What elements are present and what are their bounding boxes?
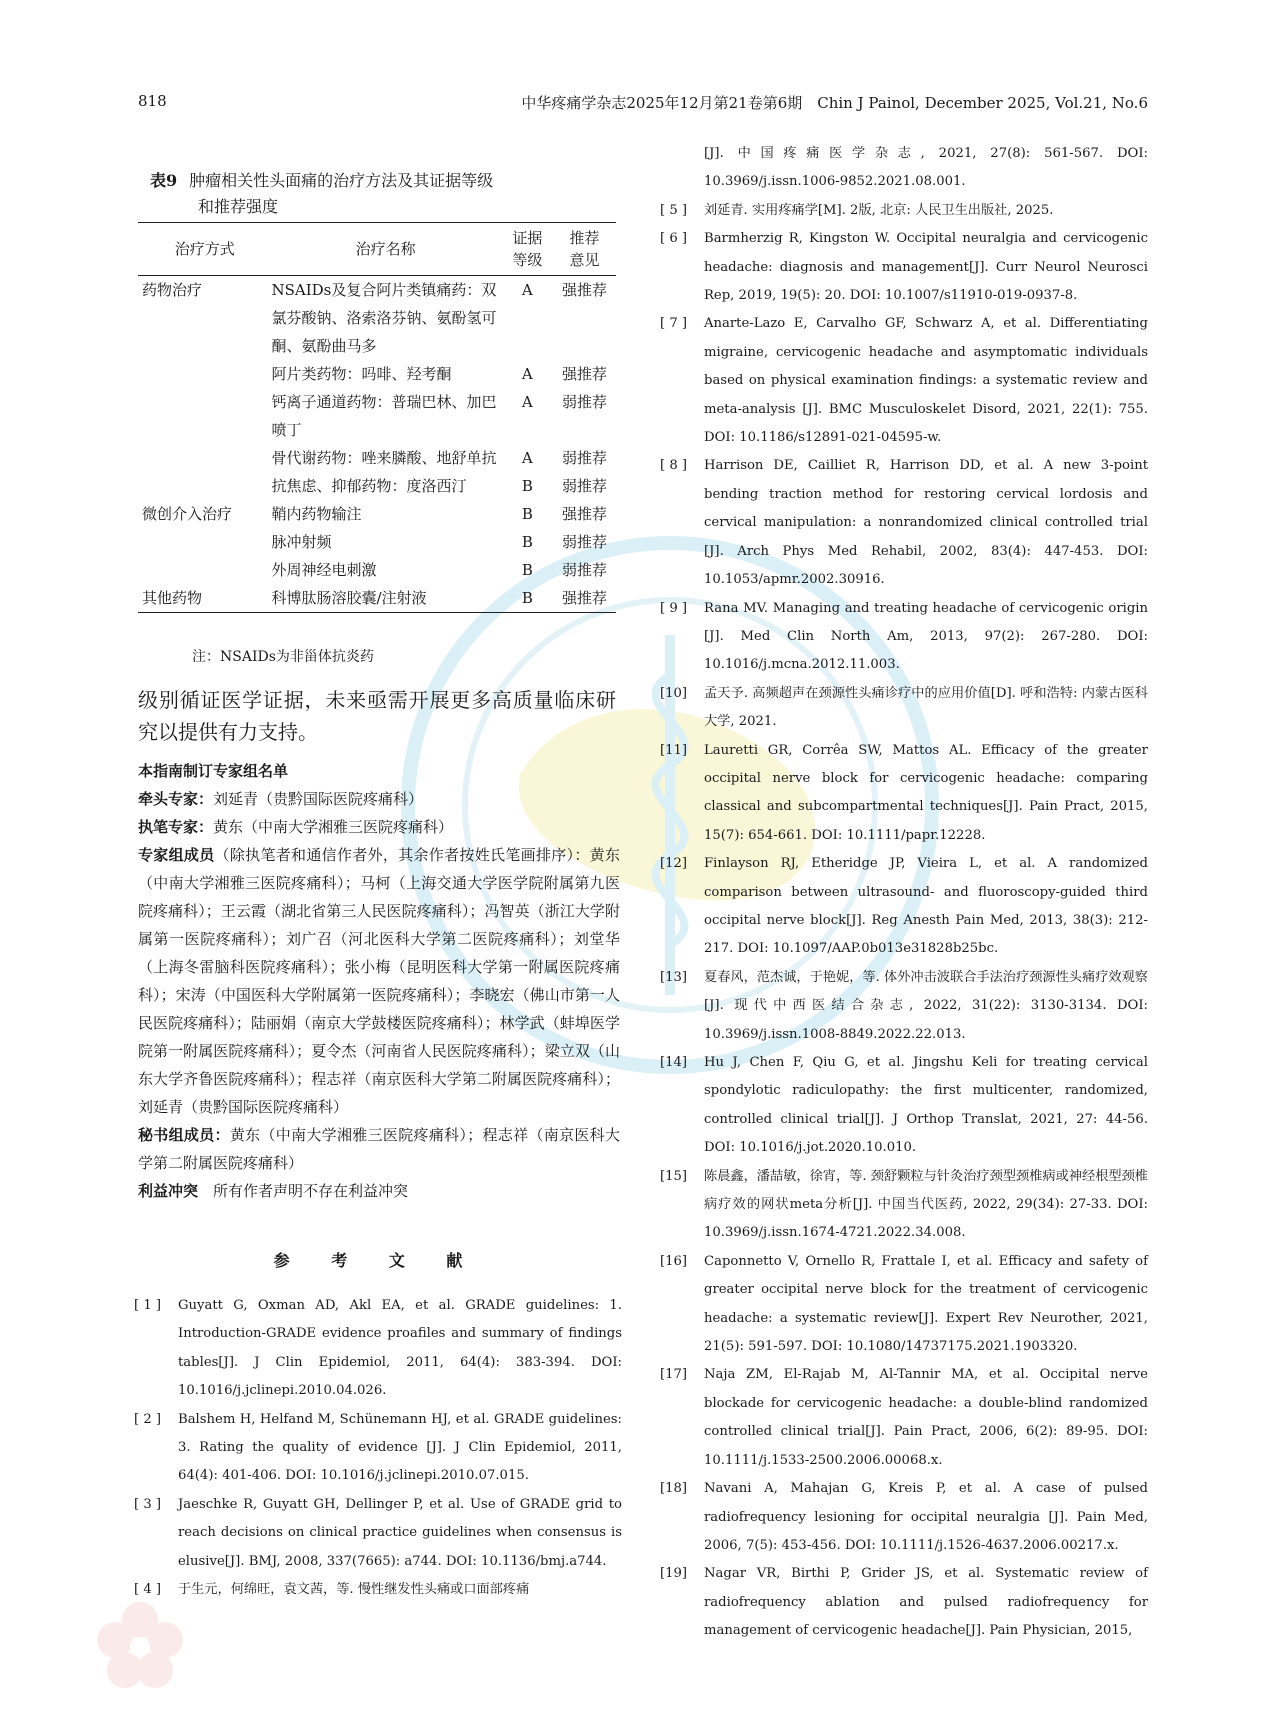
reference-text: Barmherzig R, Kingston W. Occipital neuralgia and cervicogenic headache: diagnosis and management[J]. Curr Neurol Neurosci Rep, 2019, 19(5): 20. DOI: 10.1007/s11910-019-0937-8.	[704, 231, 1148, 304]
reference-item	[134, 1406, 622, 1491]
cell-name: 脉冲射频	[271, 533, 332, 551]
cell-rec: 强推荐	[561, 281, 607, 299]
reference-text: Harrison DE, Cailliet R, Harrison DD, et al. A new 3-point bending traction method for restoring cervical lordosis and cervical manipulation: a nonrandomized clinical controlled trial [J]. Arch Phys Med Rehabil, 2002, 83(4): 447-453. DOI: 10.1053/apmr.2002.30916.	[704, 458, 1148, 588]
cell-level: A	[521, 393, 533, 411]
lead-expert: 刘延青（贵黔国际医院疼痛科）	[213, 790, 424, 808]
table-label: 表9	[150, 171, 178, 190]
reference-item	[660, 452, 1148, 594]
reference-text: Balshem H, Helfand M, Schünemann HJ, et al. GRADE guidelines: 3. Rating the quality of evidence [J]. J Clin Epidemiol, 2011, 64(4): 401-406. DOI: 10.1016/j.jclinepi.2010.07.015.	[178, 1411, 622, 1484]
reference-text: 刘延青. 实用疼痛学[M]. 2版, 北京: 人民卫生出版社, 2025.	[704, 202, 1054, 218]
cell-name: 抗焦虑、抑郁药物：度洛西汀	[271, 477, 467, 495]
reference-text: Anarte-Lazo E, Carvalho GF, Schwarz A, et al. Differentiating migraine, cervicogenic headache and asymptomatic individuals based on physical examination findings: a systematic review and meta-analysis [J]. BMC Musculoskelet Disord, 2021, 22(1): 755. DOI: 10.1186/s12891-021-04595-w.	[704, 316, 1148, 446]
reference-number: [13]	[660, 969, 688, 985]
reference-item	[660, 964, 1148, 1049]
cell-mode: 药物治疗	[142, 281, 203, 299]
table-caption	[150, 168, 610, 220]
group-title: 本指南制订专家组名单	[138, 762, 289, 780]
body-paragraph: 级别循证医学证据，未来亟需开展更多高质量临床研究以提供有力支持。	[138, 688, 616, 744]
cell-rec: 强推荐	[561, 589, 607, 607]
reference-text: Navani A, Mahajan G, Kreis P, et al. A case of pulsed radiofrequency lesioning for occipital neuralgia [J]. Pain Med, 2006, 7(5): 453-456. DOI: 10.1111/j.1526-4637.2006.00217.x.	[704, 1481, 1148, 1553]
header-treatment-name: 治疗名称	[355, 240, 416, 258]
cell-mode	[138, 472, 270, 500]
reference-item	[660, 197, 1148, 225]
references-right-column	[660, 140, 1148, 1646]
reference-item	[660, 595, 1148, 680]
cell-name: 阿片类药物：吗啡、羟考酮	[271, 365, 452, 383]
cell-level: B	[521, 505, 533, 523]
secretary-label: 秘书组成员：	[138, 1126, 230, 1144]
reference-number: [17]	[660, 1367, 688, 1383]
cell-level: B	[521, 561, 533, 579]
writer-label: 执笔专家：	[138, 818, 214, 836]
writer-expert: 黄东（中南大学湘雅三医院疼痛科）	[213, 818, 454, 836]
reference-text: Nagar VR, Birthi P, Grider JS, et al. Systematic review of radiofrequency ablation and pulsed radiofrequency for management of cervicogenic headache[J]. Pain Physician, 2015,	[704, 1566, 1148, 1639]
cell-rec: 强推荐	[561, 365, 607, 383]
reference-text: Jaeschke R, Guyatt GH, Dellinger P, et al. Use of GRADE grid to reach decisions on clinical practice guidelines when consensus is elusive[J]. BMJ, 2008, 337(7665): a744. DOI: 10.1136/bmj.a744.	[178, 1496, 622, 1569]
reference-number: [ 6 ]	[660, 231, 688, 247]
reference-text: Guyatt G, Oxman AD, Akl EA, et al. GRADE guidelines: 1. Introduction-GRADE evidence proafiles and summary of findings tables[J]. J Clin Epidemiol, 2011, 64(4): 383-394. DOI: 10.1016/j.jclinepi.2010.04.026.	[178, 1298, 622, 1399]
reference-continuation: [J]. 中国疼痛医学杂志, 2021, 27(8): 561-567. DOI: 10.3969/j.issn.1006-9852.2021.08.001.	[704, 146, 1148, 190]
cell-name: 科博肽肠溶胶囊/注射液	[271, 589, 427, 607]
reference-item	[660, 1049, 1148, 1163]
table-row	[138, 360, 616, 388]
conflict-label: 利益冲突	[138, 1182, 199, 1200]
reference-number: [ 4 ]	[134, 1582, 162, 1598]
references-title: 参 考 文 献	[273, 1251, 481, 1270]
reference-text: Caponnetto V, Ornello R, Frattale I, et al. Efficacy and safety of greater occipital nerve block for the treatment of cervicogenic headache: a systematic review[J]. Expert Rev Neurother, 2021, 21(5): 591-597. DOI: 10.1080/14737175.2021.1903320.	[704, 1253, 1148, 1355]
cell-mode: 微创介入治疗	[142, 505, 233, 523]
cell-mode	[138, 556, 270, 584]
members-label: 专家组成员	[138, 846, 215, 864]
reference-item	[660, 1560, 1148, 1645]
table-row	[138, 444, 616, 472]
reference-text: 孟天予. 高频超声在颈源性头痛诊疗中的应用价值[D]. 呼和浩特: 内蒙古医科大学, 2021.	[704, 685, 1148, 730]
reference-item	[660, 1248, 1148, 1362]
reference-number: [ 7 ]	[660, 316, 688, 332]
table-note: 注：NSAIDs为非甾体抗炎药	[192, 649, 374, 665]
reference-item	[660, 1475, 1148, 1560]
reference-number: [ 9 ]	[660, 600, 688, 616]
table-header-row	[138, 223, 616, 276]
reference-item	[134, 1292, 622, 1406]
reference-text: Lauretti GR, Corrêa SW, Mattos AL. Efficacy of the greater occipital nerve block for cervicogenic headache: comparing classical and subcompartmental techniques[J]. Pain Pract, 2015, 15(7): 654-661. DOI: 10.1111/papr.12228.	[704, 742, 1148, 843]
cell-mode: 其他药物	[142, 589, 203, 607]
reference-item	[660, 1361, 1148, 1475]
reference-number: [19]	[660, 1566, 688, 1582]
reference-item	[134, 1491, 622, 1576]
cell-mode	[138, 444, 270, 472]
header-recommendation	[553, 223, 616, 276]
reference-number: [10]	[660, 685, 688, 701]
reference-text: Finlayson RJ, Etheridge JP, Vieira L, et al. A randomized comparison between ultrasound- and fluoroscopy-guided third occipital nerve block[J]. Reg Anesth Pain Med, 2013, 38(3): 212-217. DOI: 10.1097/AAP.0b013e31828b25bc.	[704, 856, 1148, 957]
cell-rec: 弱推荐	[561, 561, 607, 579]
cell-mode	[138, 360, 270, 388]
table-row	[138, 528, 616, 556]
expert-group-credits	[138, 757, 620, 1205]
table-row	[138, 472, 616, 500]
cell-rec: 弱推荐	[561, 393, 607, 411]
cell-name: NSAIDs及复合阿片类镇痛药：双氯芬酸钠、洛索洛芬钠、氨酚氢可酮、氨酚曲马多	[271, 281, 497, 355]
reference-number: [ 3 ]	[134, 1496, 162, 1512]
header-evidence-level-line2: 等级	[512, 251, 543, 269]
cell-level: A	[521, 365, 533, 383]
reference-number: [ 8 ]	[660, 458, 688, 474]
reference-number: [11]	[660, 742, 688, 758]
reference-number: [16]	[660, 1253, 688, 1269]
reference-text: 于生元，何绵旺，袁文茜，等. 慢性继发性头痛或口面部疼痛	[178, 1582, 530, 1598]
cell-name: 骨代谢药物：唑来膦酸、地舒单抗	[271, 449, 497, 467]
cell-mode	[138, 528, 270, 556]
cell-name: 鞘内药物输注	[271, 505, 362, 523]
members-list: （除执笔者和通信作者外，其余作者按姓氏笔画排序）：黄东（中南大学湘雅三医院疼痛科）；马柯（上海交通大学医学院附属第九医院疼痛科）；王云霞（湖北省第三人民医院疼痛科）；冯智英（浙江大学附属第一医院疼痛科）；刘广召（河北医科大学第二医院疼痛科）；刘堂华（上海冬雷脑科医院疼痛科）；张小梅（昆明医科大学第一附属医院疼痛科）；宋涛（中国医科大学附属第一医院疼痛科）；李晓宏（佛山市第一人民医院疼痛科）；陆丽娟（南京大学鼓楼医院疼痛科）；林学武（蚌埠医学院第一附属医院疼痛科）；夏令杰（河南省人民医院疼痛科）；梁立双（山东大学齐鲁医院疼痛科）；程志祥（南京医科大学第二附属医院疼痛科）；刘延青（贵黔国际医院疼痛科）	[138, 846, 620, 1116]
reference-item	[660, 225, 1148, 310]
table-row	[138, 584, 616, 613]
reference-number: [ 2 ]	[134, 1411, 162, 1427]
table-caption-line2: 和推荐强度	[198, 197, 279, 216]
reference-number: [14]	[660, 1055, 688, 1070]
cell-rec: 弱推荐	[561, 477, 607, 495]
reference-item	[660, 680, 1148, 737]
header-evidence-level	[502, 223, 553, 276]
table-row	[138, 388, 616, 444]
reference-number: [ 5 ]	[660, 202, 688, 218]
cell-rec: 强推荐	[561, 505, 607, 523]
reference-text: Rana MV. Managing and treating headache of cervicogenic origin [J]. Med Clin North Am, 2013, 97(2): 267-280. DOI: 10.1016/j.mcna.2012.11.003.	[704, 600, 1148, 673]
reference-item	[660, 737, 1148, 851]
cell-rec: 弱推荐	[561, 533, 607, 551]
header-recommendation-line2: 意见	[569, 251, 600, 269]
table-row	[138, 556, 616, 584]
reference-text: Naja ZM, El-Rajab M, Al-Tannir MA, et al. Occipital nerve blockade for cervicogenic headache: a double-blind randomized controlled clinical trial[J]. Pain Pract, 2006, 6(2): 89-95. DOI: 10.1111/j.1533-2500.2006.00068.x.	[704, 1367, 1148, 1468]
running-header: 中华疼痛学杂志2025年12月第21卷第6期 Chin J Painol, December 2025, Vol.21, No.6	[521, 94, 1148, 112]
cell-level: A	[521, 449, 533, 467]
page-number: 818	[138, 92, 167, 110]
header-recommendation-line1: 推荐	[569, 229, 600, 247]
cell-mode	[138, 388, 270, 444]
cell-name: 外周神经电刺激	[271, 561, 377, 579]
header-treatment-mode: 治疗方式	[174, 240, 235, 258]
reference-item	[134, 1576, 622, 1604]
reference-number: [12]	[660, 856, 688, 872]
conflict-statement: 所有作者声明不存在利益冲突	[213, 1182, 409, 1200]
reference-text: 夏春风，范杰诚，于艳妮，等. 体外冲击波联合手法治疗颈源性头痛疗效观察[J]. 现代中西医结合杂志, 2022, 31(22): 3130-3134. DOI: 10.3969/j.issn.1008-8849.2022.22.013.	[704, 969, 1148, 1042]
reference-item	[660, 850, 1148, 964]
table-row	[138, 276, 616, 361]
cell-level: A	[521, 281, 533, 299]
reference-item	[660, 1163, 1148, 1248]
cell-rec: 弱推荐	[561, 449, 607, 467]
reference-text: Hu J, Chen F, Qiu G, et al. Jingshu Keli for treating cervical spondylotic radiculopathy: the first multicenter, randomized, controlled clinical trial[J]. J Orthop Translat, 2021, 27: 44-56. DOI: 10.1016/j.jot.2020.10.010.	[704, 1055, 1148, 1156]
cell-level: B	[521, 477, 533, 495]
header-evidence-level-line1: 证据	[512, 229, 543, 247]
reference-number: [ 1 ]	[134, 1298, 162, 1313]
table-caption-line1: 肿瘤相关性头面痛的治疗方法及其证据等级	[189, 171, 494, 190]
cell-name: 钙离子通道药物：普瑞巴林、加巴喷丁	[271, 393, 497, 439]
table-row	[138, 500, 616, 528]
reference-text: 陈晨鑫，潘喆敏，徐宵，等. 颈舒颗粒与针灸治疗颈型颈椎病或神经根型颈椎病疗效的网状meta分析[J]. 中国当代医药, 2022, 29(34): 27-33. DOI: 10.3969/j.issn.1674-4721.2022.34.008.	[704, 1168, 1148, 1241]
reference-number: [18]	[660, 1481, 688, 1497]
lead-label: 牵头专家：	[138, 790, 214, 808]
cell-level: B	[521, 533, 533, 551]
cell-level: B	[521, 589, 533, 607]
references-left-column	[134, 1292, 622, 1604]
reference-item	[660, 310, 1148, 452]
treatment-table	[138, 222, 616, 613]
reference-number: [15]	[660, 1168, 688, 1184]
secretary-list: 黄东（中南大学湘雅三医院疼痛科）；程志祥（南京医科大学第二附属医院疼痛科）	[138, 1126, 620, 1172]
